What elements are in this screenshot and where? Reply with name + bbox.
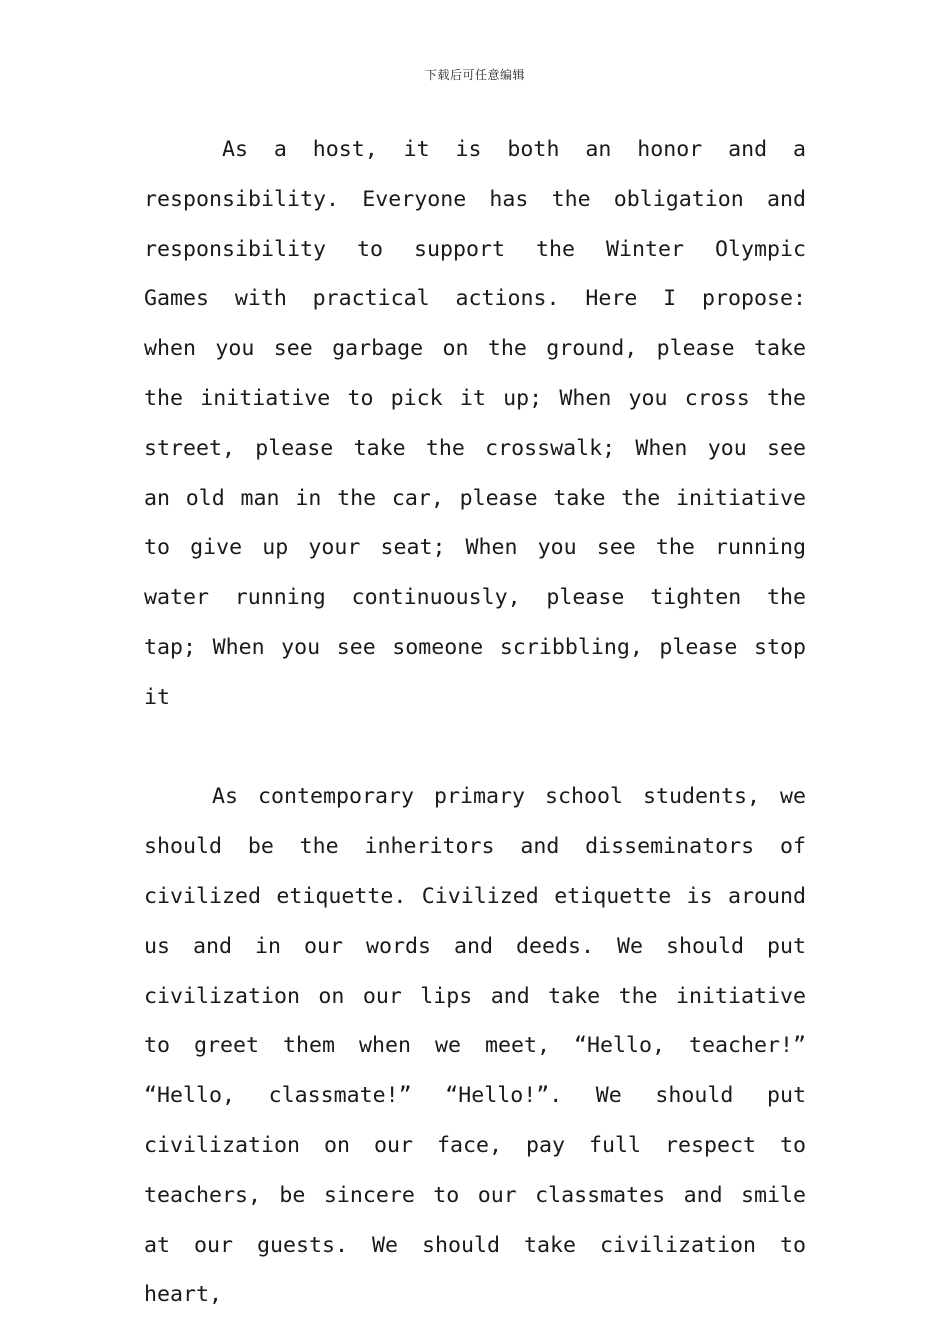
paragraph: As a host, it is both an honor and a responsibility. Everyone has the obligation and responsibility to support the Winter Olympic Games with practical actions. Here I propose: when you see garbage on the ground, please take the initiative to pick it up; When you cross the street, please take the crosswalk; When you see an old man in the car, please take the initiative to give up your seat; When you see the running water running continuously, please tighten the tap; When you see someone scribbling, please stop it: [144, 137, 806, 710]
document-body: [144, 125, 806, 1320]
paragraph: As contemporary primary school students, we should be the inheritors and disseminators of civilized etiquette. Civilized etiquette is around us and in our words and deeds. We should put civilization on our lips and take the initiative to greet them when we meet, “Hello, teacher!” “Hello, classmate!” “Hello!”. We should put civilization on our face, pay full respect to teachers, be sincere to our classmates and smile at our guests. We should take civilization to heart,: [144, 784, 806, 1308]
page-header: 下载后可任意编辑: [424, 68, 525, 82]
